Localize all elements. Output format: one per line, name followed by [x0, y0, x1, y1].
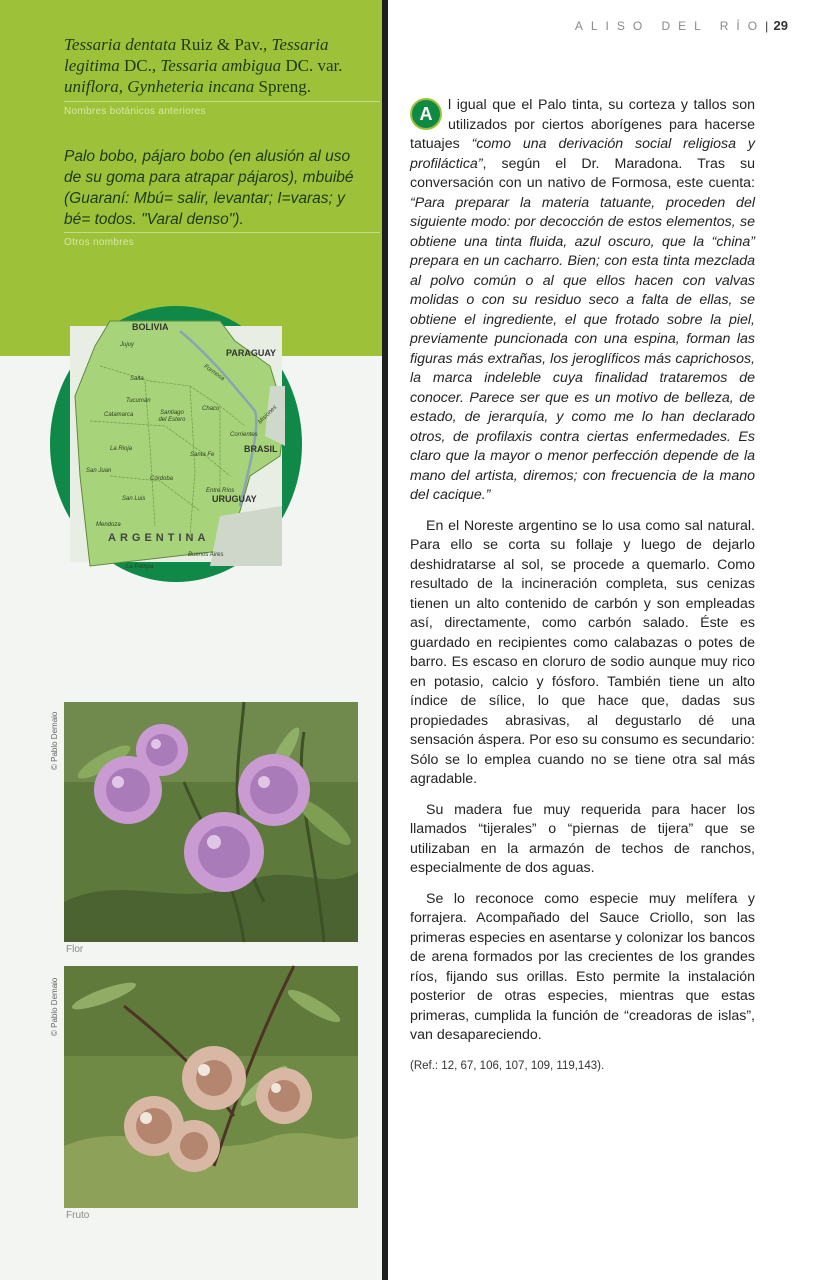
- drop-cap: A: [410, 98, 442, 130]
- distribution-map: [70, 322, 282, 570]
- map-province: Mendoza: [96, 522, 121, 528]
- map-province: San Luis: [122, 496, 146, 502]
- paragraph-2: En el Noreste argentino se lo usa como sal natural. Para ello se corta su follaje y luego de dejarlo deshidratarse al sol, se procede a quemarlo. Como resultado de la incineración completa, sus cenizas tienen un alto contenido de carbón y son empleadas así, directamente, como carbón salado. Éste es guardado en recipientes como calabazas o potes de barro. Es escaso en cloruro de sodio aunque muy rico en potasio, calcio y fósforo. También tiene un alto índice de sílice, lo que hace que, dadas sus propiedades abrasivas, al degustarlo dé una sensación áspera. Por eso su consumo es secundario: Sólo se lo emplea cuando no se tiene otra sal más agradable.: [410, 517, 755, 787]
- map-label-bolivia: BOLIVIA: [132, 322, 169, 332]
- synonym-1: Tessaria dentata: [64, 35, 177, 54]
- map-province: Tucumán: [126, 398, 151, 404]
- sidebar-panel: [0, 0, 382, 1280]
- other-names-text: Palo bobo, pájaro bobo (en alusión al uso de su goma para atrapar pájaros), mbuibé (Guaraní: Mbú= salir, levantar; I=varas; y bé= todos. "Varal denso").: [64, 148, 354, 228]
- synonyms-caption: Nombres botánicos anteriores: [64, 106, 206, 117]
- flower-caption: Flor: [66, 944, 84, 955]
- header-separator: |: [765, 19, 772, 33]
- botanical-synonyms: Tessaria dentata Ruiz & Pav., Tessaria legitima DC., Tessaria ambigua DC. var. uniflora, Gynheteria incana Spreng.: [64, 35, 343, 96]
- map-province: La Pampa: [126, 564, 154, 570]
- synonym-3-author: DC. var.: [285, 56, 343, 75]
- map-province: Córdoba: [150, 476, 174, 482]
- map-label-uruguay: URUGUAY: [212, 494, 257, 504]
- synonym-4: Gynheteria incana: [127, 77, 255, 96]
- map-province: Entre Ríos: [206, 488, 235, 494]
- photo-credit: © Pablo Demaio: [50, 977, 59, 1036]
- synonym-3: Tessaria ambigua: [160, 56, 282, 75]
- synonyms-box: [0, 0, 382, 356]
- references: (Ref.: 12, 67, 106, 107, 109, 119,143).: [410, 1059, 605, 1072]
- paragraph-3: Su madera fue muy requerida para hacer los llamados “tijerales” o “piernas de tijera” que se utilizaban en la armazón de techos de ranchos, especialmente de dos aguas.: [410, 801, 755, 876]
- map-label-argentina: ARGENTINA: [108, 532, 210, 544]
- book-spine: [382, 0, 388, 1280]
- fruit-photo: [64, 966, 358, 1208]
- synonym-4-author: Spreng.: [258, 77, 311, 96]
- photo-credit: © Pablo Demaio: [50, 711, 59, 770]
- map-province: Corrientes: [230, 432, 258, 438]
- map-province: Catamarca: [104, 412, 134, 418]
- map-province: San Juan: [86, 468, 112, 474]
- running-title: ALISO DEL RÍO: [574, 19, 766, 33]
- map-province: Santiago del Estero: [158, 410, 186, 423]
- quote-1: “como una derivación social religiosa y profiláctica”: [410, 136, 756, 172]
- synonym-2: Tessaria legitima: [64, 35, 329, 75]
- map-province: Jujuy: [120, 342, 135, 348]
- quote-2: “Para preparar la materia tatuante, proceden del siguiente modo: por decocción de estos elementos, se obtiene una tinta fluida, azul oscuro, que la “china” prepara en un cacharro. Bien; con esta tinta mezclada al polvo común o al que ellos hacen con valvas molidas o con su residuo seco a falta de ellas, se obtiene el ingrediente, el que frotado sobre la piel, previamente puncionada con una espina, forman las figuras más extrañas, los jeroglíficos más caprichosos, la marca indeleble cuya finalidad trataremos de conocer. Parece ser que es un motivo de belleza, de estado, de jerarquía, y como me lo han declarado otros, de profilaxis contra ciertas enfermedades. Es claro que la mayor o menor perfección depende de la mano del artista, diremos; con frecuencia de la mano del cacique.”: [410, 194, 755, 503]
- paragraph-1-text-b: , según el Dr. Maradona. Tras su conversación con un nativo de Formosa, este cuenta:: [410, 155, 755, 191]
- running-header: [575, 18, 788, 33]
- map-province: Salta: [130, 376, 144, 382]
- map-province: Santa Fe: [190, 452, 215, 458]
- flower-image: [64, 702, 358, 942]
- synonym-3-variety: uniflora: [64, 77, 119, 96]
- page-number: 29: [773, 18, 788, 33]
- other-names-caption: Otros nombres: [64, 237, 135, 248]
- paragraph-1: [410, 96, 755, 506]
- fruit-caption: Fruto: [66, 1210, 90, 1221]
- flower-photo: [64, 702, 358, 942]
- paragraph-1-text: l igual que el Palo tinta, su corteza y tallos son utilizados por ciertos aborígenes para hacerse tatuajes: [410, 97, 755, 152]
- map-label-paraguay: PARAGUAY: [226, 348, 277, 358]
- divider: [64, 232, 380, 233]
- synonym-1-author: Ruiz & Pav.: [180, 35, 263, 54]
- map-province: Buenos Aires: [188, 552, 224, 558]
- fruit-image: [64, 966, 358, 1208]
- synonym-2-author: DC.: [123, 56, 152, 75]
- map-province: Misiones: [257, 404, 279, 426]
- map-label-brasil: BRASIL: [244, 444, 278, 454]
- divider: [64, 101, 380, 102]
- map-province: La Rioja: [110, 446, 133, 452]
- map-province: Formosa: [202, 363, 226, 383]
- article-body: [410, 96, 755, 1087]
- map-province: Chaco: [202, 406, 220, 412]
- paragraph-4: Se lo reconoce como especie muy melífera y forrajera. Acompañado del Sauce Criollo, son las primeras especies en asentarse y colonizar los bancos de arena formados por las crecientes de los grandes ríos, fijando sus orillas. Esto permite la instalación posterior de otras especies, mientras que estas primeras, cumplida la función de “creadoras de islas”, van desapareciendo.: [410, 890, 755, 1043]
